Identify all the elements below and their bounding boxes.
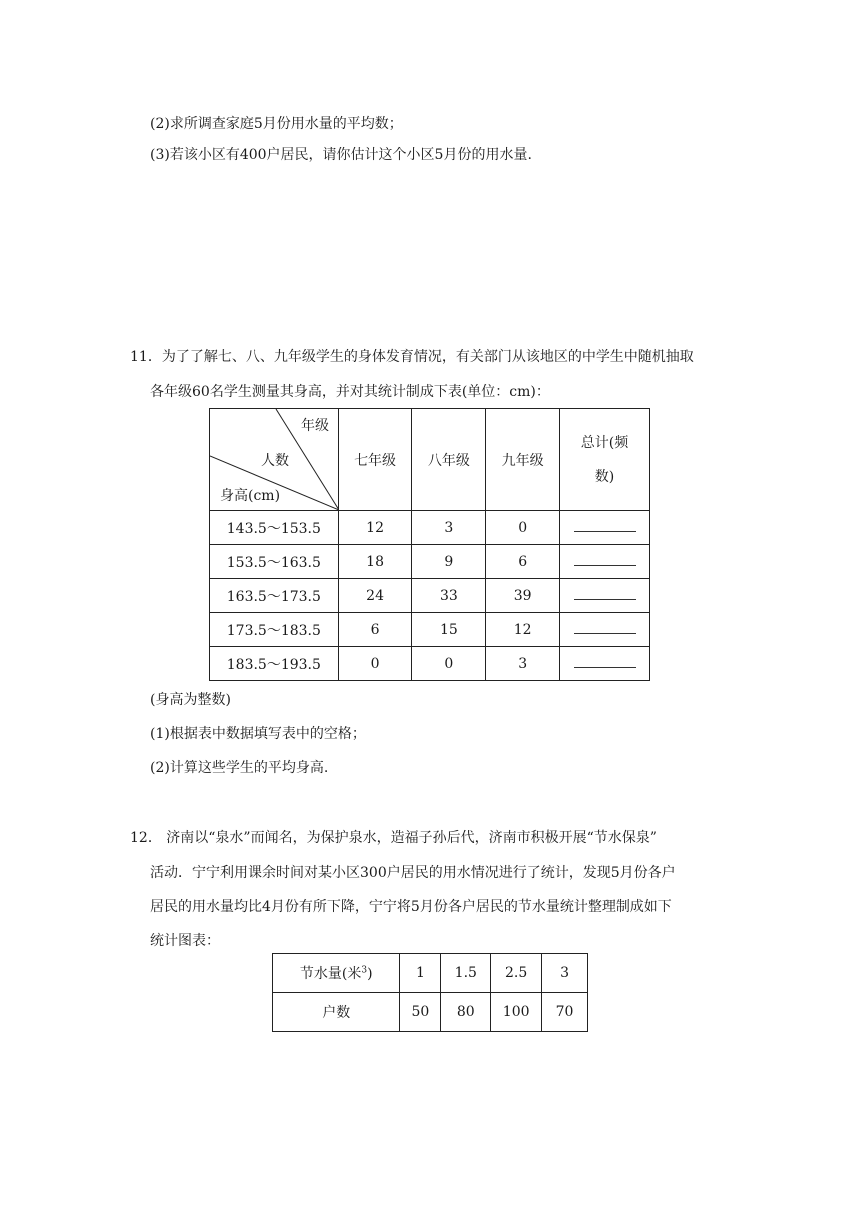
height-range: 183.5～193.5 — [210, 647, 339, 681]
unit-exponent: 3 — [361, 965, 368, 976]
count-grade-7: 0 — [338, 647, 412, 681]
amount-cell: 3 — [542, 954, 588, 993]
count-grade-9: 12 — [486, 613, 560, 647]
q11-part1: (1)根据表中数据填写表中的空格； — [150, 726, 366, 742]
height-range: 143.5～153.5 — [210, 511, 339, 545]
height-range: 173.5～183.5 — [210, 613, 339, 647]
count-grade-9: 6 — [486, 545, 560, 579]
table-row — [210, 613, 650, 647]
header-grade-9: 九年级 — [486, 409, 560, 511]
total-blank[interactable] — [560, 511, 650, 545]
amount-cell: 2.5 — [491, 954, 542, 993]
total-blank[interactable] — [560, 579, 650, 613]
q10-part3: (3)若该小区有400户居民，请你估计这个小区5月份的用水量. — [150, 147, 532, 163]
count-grade-7: 24 — [338, 579, 412, 613]
q12-stem-line1: 12． 济南以“泉水”而闻名，为保护泉水，造福子孙后代，济南市积极开展“节水保泉” — [130, 830, 657, 846]
count-grade-8: 15 — [412, 613, 486, 647]
count-grade-8: 3 — [412, 511, 486, 545]
q11-stem-line1: 11．为了了解七、八、九年级学生的身体发育情况，有关部门从该地区的中学生中随机抽取 — [130, 349, 694, 365]
household-cell: 70 — [542, 993, 588, 1032]
water-saved-label: 节水量(米 — [299, 966, 362, 982]
count-grade-7: 6 — [338, 613, 412, 647]
count-grade-9: 3 — [486, 647, 560, 681]
table-row — [210, 545, 650, 579]
count-grade-8: 33 — [412, 579, 486, 613]
header-total-line1: 总计(频 — [580, 434, 629, 451]
count-grade-7: 18 — [338, 545, 412, 579]
total-blank[interactable] — [560, 647, 650, 681]
table-row — [210, 647, 650, 681]
amount-cell: 1 — [400, 954, 441, 993]
table-row — [210, 511, 650, 545]
amount-cell: 1.5 — [441, 954, 491, 993]
table-row — [210, 579, 650, 613]
water-saved-label-close: ) — [367, 966, 373, 982]
header-total-line2: 数) — [594, 468, 615, 485]
q11-stem-line2: 各年级60名学生测量其身高，并对其统计制成下表(单位：cm)： — [150, 384, 550, 400]
row-label-households: 户数 — [273, 993, 400, 1032]
water-saving-table — [272, 953, 588, 1032]
q12-stem-line4: 统计图表： — [150, 933, 220, 949]
count-grade-9: 39 — [486, 579, 560, 613]
height-range: 163.5～173.5 — [210, 579, 339, 613]
total-blank[interactable] — [560, 613, 650, 647]
corner-label-grade: 年级 — [301, 418, 329, 434]
header-total — [560, 409, 650, 511]
count-grade-8: 0 — [412, 647, 486, 681]
table-row — [273, 954, 588, 993]
household-cell: 80 — [441, 993, 491, 1032]
row-label-water-saved — [273, 954, 400, 993]
q11-note: (身高为整数) — [150, 692, 231, 708]
total-blank[interactable] — [560, 545, 650, 579]
count-grade-7: 12 — [338, 511, 412, 545]
q11-part2: (2)计算这些学生的平均身高. — [150, 760, 329, 776]
household-cell: 100 — [491, 993, 542, 1032]
table-header-row — [210, 409, 650, 511]
count-grade-8: 9 — [412, 545, 486, 579]
household-cell: 50 — [400, 993, 441, 1032]
q12-stem-line2: 活动．宁宁利用课余时间对某小区300户居民的用水情况进行了统计，发现5月份各户 — [150, 865, 676, 881]
diagonal-header-cell — [210, 409, 339, 511]
header-grade-8: 八年级 — [412, 409, 486, 511]
q12-stem-line3: 居民的用水量均比4月份有所下降，宁宁将5月份各户居民的节水量统计整理制成如下 — [150, 899, 672, 915]
header-grade-7: 七年级 — [338, 409, 412, 511]
q10-part2: (2)求所调查家庭5月份用水量的平均数； — [150, 116, 403, 132]
height-range: 153.5～163.5 — [210, 545, 339, 579]
height-frequency-table — [209, 408, 650, 681]
count-grade-9: 0 — [486, 511, 560, 545]
corner-label-height: 身高(cm) — [220, 488, 281, 504]
table-row — [273, 993, 588, 1032]
corner-label-count: 人数 — [261, 453, 289, 469]
